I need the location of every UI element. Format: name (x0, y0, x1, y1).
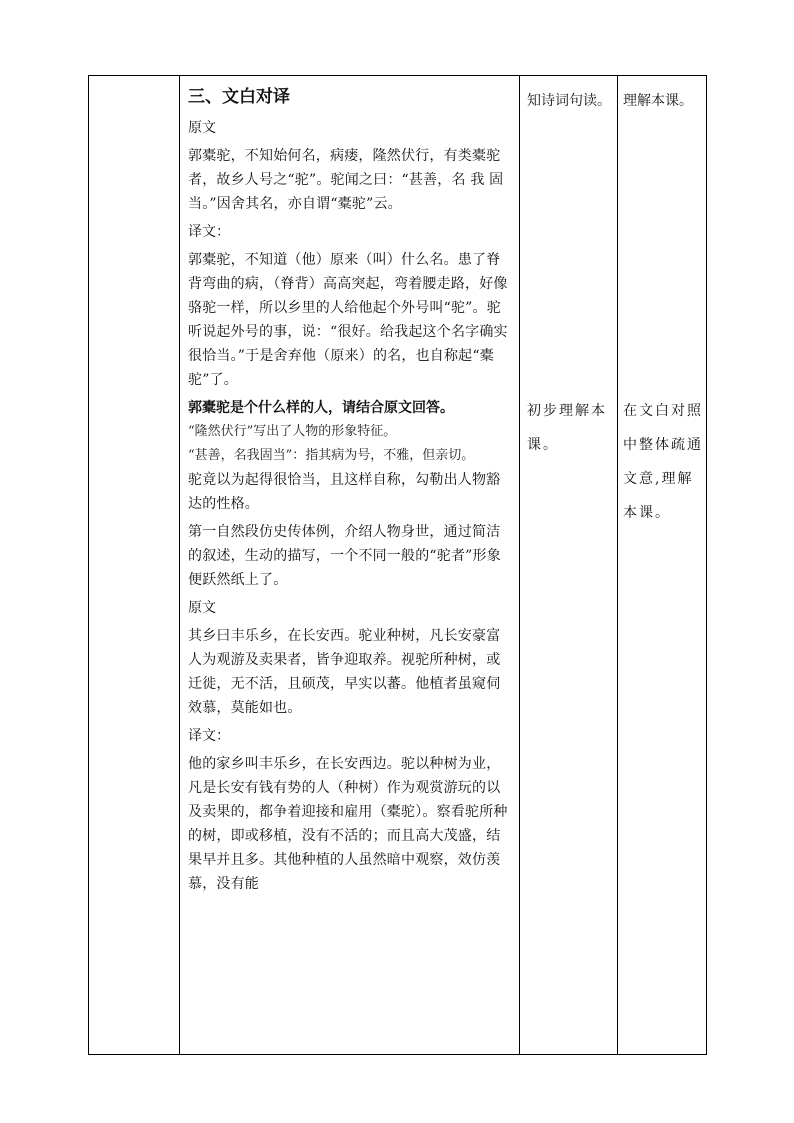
analysis-paragraph: 第一自然段仿史传体例，介绍人物身世，通过简洁的叙述，生动的描写，一个不同一般的“驼者”形象便跃然纸上了。 (188, 524, 501, 588)
intent-cell-top: 理解本课。 (623, 93, 693, 109)
column-divider (179, 76, 180, 1054)
section-heading: 三、文白对译 (188, 87, 290, 107)
objective-cell-middle: 初步理解本课。 (527, 403, 607, 453)
translation-paragraph: 他的家乡叫丰乐乡，在长安西边。驼以种树为业，凡是长安有钱有势的人（种树）作为观赏游玩的以及卖果的，都争着迎接和雇用（橐驼）。察看驼所种的树，即或移植，没有不活的；而且高大茂盛，结果早并且多。其他种植的人虽然暗中观察，效仿羡慕，没有能 (188, 756, 508, 892)
block-label: 译文： (188, 728, 230, 744)
analysis-paragraph: 驼竟以为起得很恰当，且这样自称，勾勒出人物豁达的性格。 (188, 472, 501, 512)
lesson-table (88, 75, 707, 1055)
main-content-cell (188, 82, 512, 900)
block-label: 原文 (188, 600, 216, 616)
column-divider (617, 76, 618, 1054)
objective-cell-top: 知诗词句读。 (527, 93, 611, 109)
question-text: 郭橐驼是个什么样的人，请结合原文回答。 (188, 400, 454, 416)
original-text-paragraph: 其乡曰丰乐乡，在长安西。驼业种树，凡长安豪富人为观游及卖果者，皆争迎取养。视驼所种树，或迁徙，无不活，且硕茂，早实以蕃。他植者虽窥伺效慕，莫能如也。 (188, 628, 501, 716)
translation-paragraph: 郭橐驼，不知道（他）原来（叫）什么名。患了脊背弯曲的病，（脊背）高高突起，弯着腰走路，好像骆驼一样，所以乡里的人给他起个外号叫“驼”。驼听说起外号的事，说：“很好。给我起这个名字确实很恰当。”于是舍弃他（原来）的名，也自称起“橐驼”了。 (188, 252, 508, 388)
block-label: 原文 (188, 120, 216, 136)
block-label: 译文： (188, 224, 230, 240)
intent-cell-middle: 在文白对照中整体疏通文意,理解本课。 (623, 403, 703, 521)
column-divider (519, 76, 520, 1054)
analysis-line: “甚善，名我固当”：指其病为号，不雅，但亲切。 (188, 448, 475, 463)
original-text-paragraph: 郭橐驼，不知始何名，病瘘，隆然伏行，有类橐驼者，故乡人号之“驼”。驼闻之曰：“甚善，名 我 固当。”因舍其名，亦自谓“橐驼”云。 (188, 148, 504, 212)
analysis-line: “隆然伏行”写出了人物的形象特征。 (188, 424, 397, 439)
